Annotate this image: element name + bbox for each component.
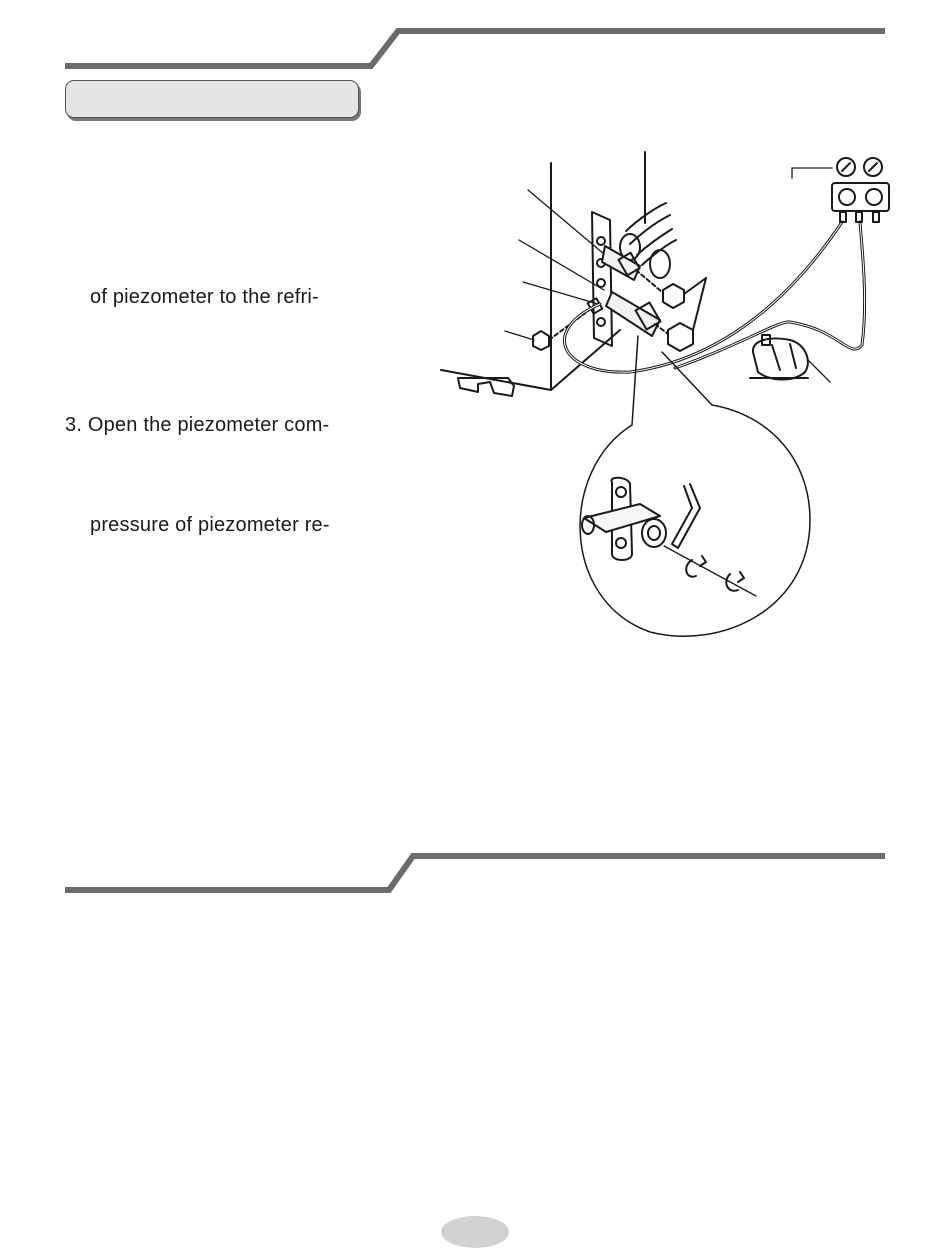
- valve-plate: [592, 212, 612, 346]
- hex-key-detail: [582, 478, 756, 596]
- bottom-section-rule: [65, 856, 885, 890]
- page-number-badge: [441, 1216, 509, 1248]
- section-heading-pill: [65, 80, 359, 118]
- valve-caps: [636, 270, 706, 351]
- service-port-cap: [533, 298, 602, 350]
- instruction-step-3: 3. Open the piezometer com-: [65, 414, 330, 436]
- manifold-gauge: [832, 158, 889, 222]
- instruction-line: of piezometer to the refri-: [90, 286, 319, 308]
- vacuum-pump-piezometer-connection-diagram: [420, 145, 900, 645]
- top-section-rule: [65, 31, 885, 66]
- instruction-line: pressure of piezometer re-: [90, 514, 330, 536]
- outdoor-unit-body: [441, 152, 645, 396]
- vacuum-pump: [750, 335, 808, 380]
